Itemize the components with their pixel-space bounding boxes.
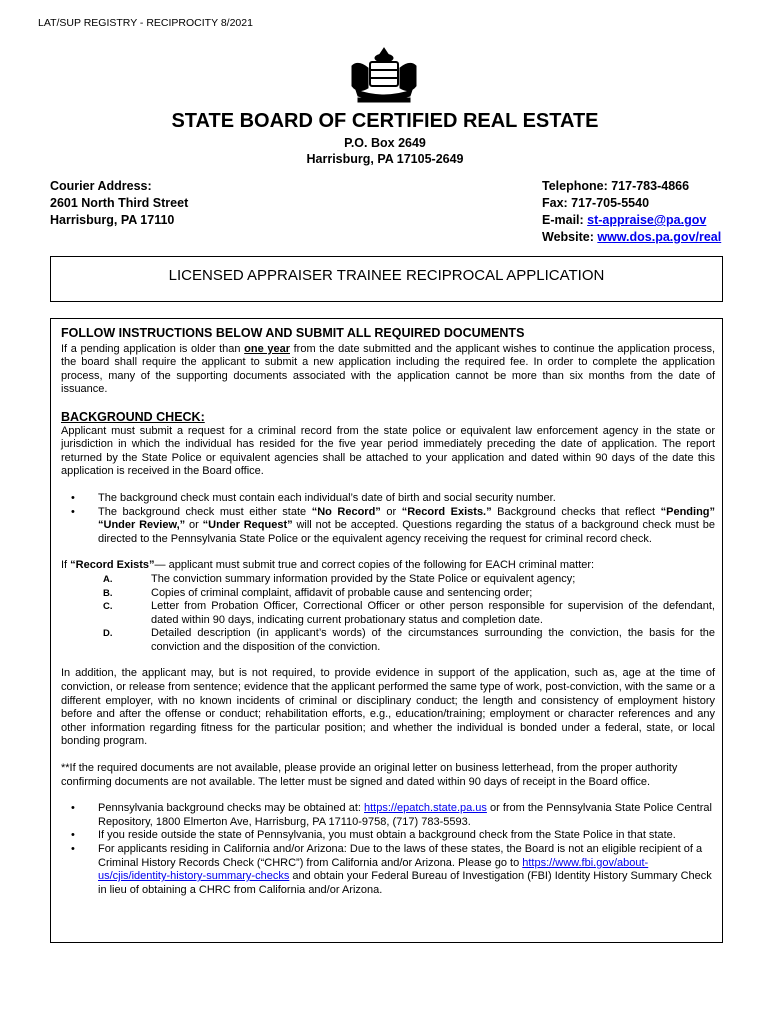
b2-no-record: “No Record” xyxy=(311,505,381,518)
website-link[interactable]: www.dos.pa.gov/real xyxy=(597,230,722,244)
background-paragraph: Applicant must submit a request for a criminal record from the state police or equivalent law enforcement agency in the state or jurisdiction in which the individual has resided for the five year period immediately preceding the date of application. The report returned by the State Police or equivalent agencies shall be attached to your application and dated within 90 days of the date this application is received in the Board office. xyxy=(61,424,715,478)
courier-street: 2601 North Third Street xyxy=(50,196,189,210)
item-text: Letter from Probation Officer, Correctional Officer or other person responsible for supervision of the defendant, dated within 90 days, indicating current probationary status and completion date. xyxy=(151,600,715,626)
list-item xyxy=(61,573,715,587)
mailing-city: Harrisburg, PA 17105-2649 xyxy=(306,152,464,166)
website-line xyxy=(542,229,721,246)
website-label: Website: xyxy=(542,230,598,244)
list-item xyxy=(61,802,715,829)
record-exists-intro xyxy=(61,559,715,573)
item-text: Detailed description (in applicant’s words) of the circumstances surrounding the conviction, the basis for the conviction and the disposition of the conviction. xyxy=(151,627,715,653)
form-code: LAT/SUP REGISTRY - RECIPROCITY 8/2021 xyxy=(38,17,253,29)
email-line xyxy=(542,212,721,229)
pennsylvania-seal-icon xyxy=(344,46,424,106)
item-text: Copies of criminal complaint, affidavit of probable cause and sentencing order; xyxy=(151,586,533,599)
application-title-box xyxy=(50,256,723,302)
item-letter: D. xyxy=(103,628,113,640)
list-item xyxy=(61,506,715,547)
contact-info xyxy=(542,178,721,246)
p1-text-c: from the date submitted and the applicant wishes to continue the application process, the board shall require the applicant to submit a new application including the required fee. In order to complete the application process, many of the supporting documents associated with the application cannot be more than six months from the date of issuance. xyxy=(61,342,716,396)
note-paragraph xyxy=(61,762,715,789)
b2-a: The background check must either state xyxy=(98,505,312,518)
fb3-a: For applicants residing in California and/or Arizona: Due to the laws of these states, the Board is not an eligible recipient of a Criminal History Records Check (“CHRC”) from California and/or Arizona. Please go to xyxy=(98,843,703,869)
b2-record-exists: “Record Exists.” xyxy=(401,505,492,518)
list-item xyxy=(61,843,715,897)
item-text: The conviction summary information provided by the State Police or equivalent agency; xyxy=(151,572,576,585)
item-letter: C. xyxy=(103,601,113,613)
re-a: If xyxy=(61,559,71,572)
list-item: • The background check must contain each individual’s date of birth and social security number. xyxy=(61,492,715,506)
fb1-c: or from the Pennsylvania State Police Central Repository, 1800 Elmerton Ave, Harrisburg, PA 17110-9758, (717) 783-5593. xyxy=(98,802,712,828)
fax: Fax: 717-705-5540 xyxy=(542,196,650,210)
courier-city: Harrisburg, PA 17110 xyxy=(50,213,175,227)
courier-address xyxy=(50,178,188,229)
final-bullets xyxy=(61,802,715,897)
b2-e: Background checks that reflect xyxy=(491,505,661,518)
application-title: LICENSED APPRAISER TRAINEE RECIPROCAL APPLICATION xyxy=(168,267,605,284)
re-c: — applicant must submit true and correct copies of the following for EACH criminal matter: xyxy=(154,559,595,572)
b2-under-request: “Under Request” xyxy=(202,519,293,532)
instructions-paragraph xyxy=(61,343,715,397)
instructions-section xyxy=(61,327,715,897)
list-item xyxy=(61,587,715,601)
list-item: • If you reside outside the state of Pennsylvania, you must obtain a background check from the State Police in that state. xyxy=(61,829,715,843)
po-box: P.O. Box 2649 xyxy=(344,136,426,150)
item-letter: B. xyxy=(103,587,113,599)
list-item xyxy=(61,600,715,627)
b2-g: or xyxy=(185,519,203,532)
b2-c: or xyxy=(380,505,402,518)
one-year-emphasis: one year xyxy=(244,342,290,355)
record-items xyxy=(61,573,715,655)
epatch-link[interactable]: https://epatch.state.pa.us xyxy=(364,802,487,815)
courier-label: Courier Address: xyxy=(50,179,152,193)
background-heading: BACKGROUND CHECK: xyxy=(61,409,205,424)
telephone: Telephone: 717-783-4866 xyxy=(542,179,690,193)
email-label: E-mail: xyxy=(542,213,588,227)
b2-pending: “Pending” “Under Review,” xyxy=(98,505,716,532)
background-bullets xyxy=(61,492,715,546)
instructions-heading: FOLLOW INSTRUCTIONS BELOW AND SUBMIT ALL REQUIRED DOCUMENTS xyxy=(61,326,525,340)
page-title: STATE BOARD OF CERTIFIED REAL ESTATE xyxy=(171,110,599,132)
note-text: **If the required documents are not available, please provide an original letter on business letterhead, from the proper authority confirming documents are not available. The letter must be signed and dated within 90 days of receipt in the Board office. xyxy=(61,762,678,788)
fb1-a: Pennsylvania background checks may be obtained at: xyxy=(98,802,364,815)
email-link[interactable]: st-appraise@pa.gov xyxy=(587,213,707,227)
re-b: “Record Exists” xyxy=(70,559,155,572)
fbi-link[interactable]: https://www.fbi.gov/about-us/cjis/identity-history-summary-checks xyxy=(98,856,649,883)
p1-text-a: If a pending application is older than xyxy=(61,342,245,355)
b2-i: will not be accepted. Questions regarding the status of a background check must be directed to the Pennsylvania State Police or the equivalent agency receiving the request for criminal record check. xyxy=(98,519,715,545)
list-item xyxy=(61,627,715,654)
additional-evidence-paragraph: In addition, the applicant may, but is not required, to provide evidence in support of the application, such as, age at the time of conviction, or release from sentence; evidence that the applicant performed the same type of work, post-conviction, with the same or a different employer, with no known incidents of criminal or disciplinary conduct; the length and consistency of employment history before and after the offense or conduct; rehabilitation efforts, e.g., education/training; employment or character references and any other information regarding fitness for the particular position; and whether the individual is bonded under a federal, state, or local bonding program. xyxy=(61,667,715,748)
fb3-c: and obtain your Federal Bureau of Investigation (FBI) Identity History Summary Check in lieu of obtaining a CHRC from California and/or Arizona. xyxy=(98,870,712,896)
item-letter: A. xyxy=(103,573,113,585)
